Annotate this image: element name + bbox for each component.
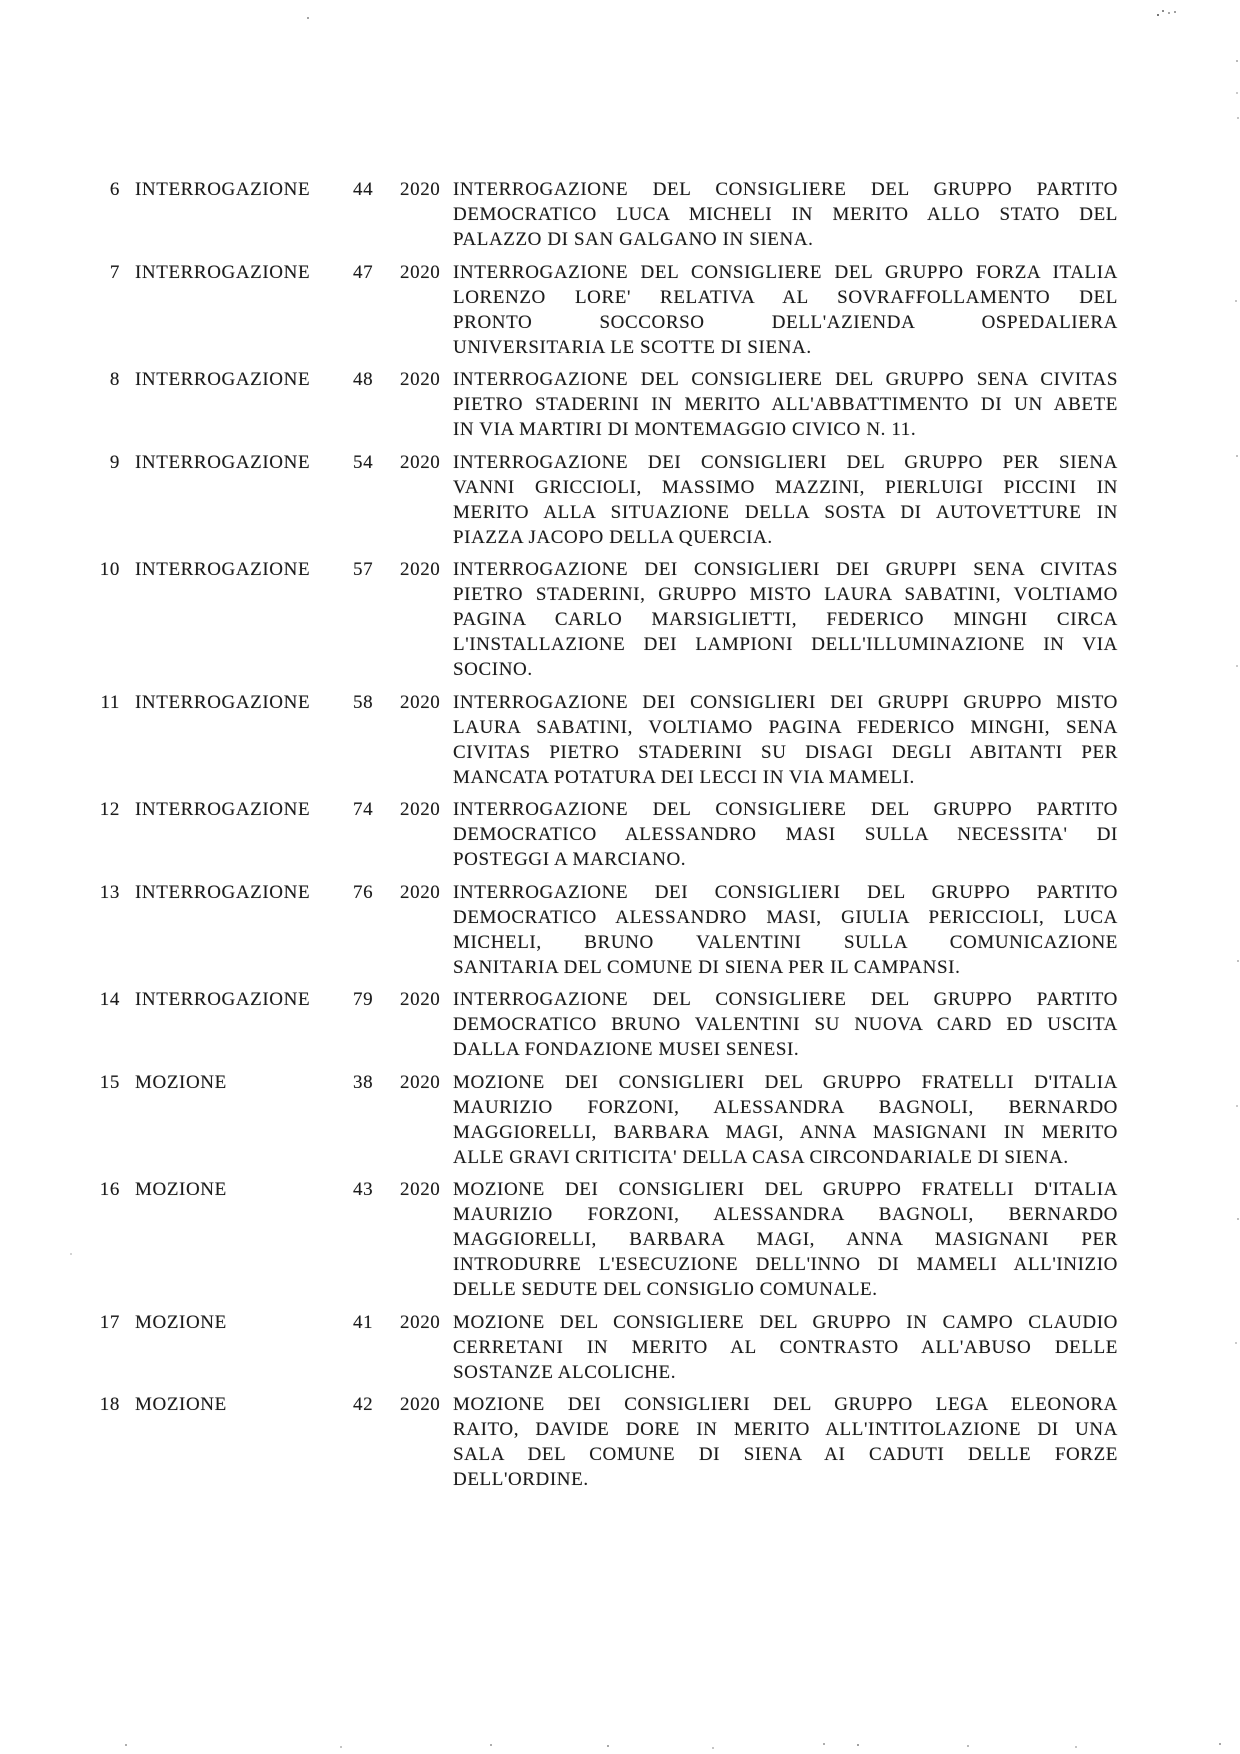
entry-year: 2020 (400, 1179, 441, 1200)
entry-number: 8 (109, 369, 120, 390)
entry-year: 2020 (400, 1311, 441, 1333)
entry-type: MOZIONE (135, 1179, 227, 1200)
entry-year: 2020 (400, 691, 441, 713)
entry-description-line: INTERROGAZIONE DEL CONSIGLIERE DEL GRUPPO PARTITO (453, 989, 1118, 1010)
entry-description (453, 690, 1118, 790)
entry-type: MOZIONE (135, 1394, 227, 1415)
entry-number: 12 (99, 799, 120, 820)
entry-description-line: DELL'ORDINE. (453, 1469, 589, 1490)
entry-doc-number: 54 (353, 451, 374, 473)
entry-number: 6 (109, 179, 120, 200)
entry-description-line: INTERROGAZIONE DEL CONSIGLIERE DEL GRUPPO FORZA ITALIA (453, 261, 1118, 283)
entry-doc-number: 43 (353, 1179, 374, 1200)
agenda-entry (85, 450, 1118, 550)
entry-year: 2020 (400, 1071, 441, 1093)
entry-description-line: DEMOCRATICO ALESSANDRO MASI SULLA NECESSITA' DI (453, 824, 1118, 845)
entry-description-line: LAURA SABATINI, VOLTIAMO PAGINA FEDERICO MINGHI, SENA (453, 716, 1118, 738)
entry-type: INTERROGAZIONE (135, 261, 311, 283)
entry-number: 16 (99, 1179, 120, 1200)
agenda-entry (85, 1310, 1118, 1385)
entry-doc-number: 41 (353, 1311, 374, 1333)
entry-description-line: INTERROGAZIONE DEI CONSIGLIERI DEL GRUPPO PER SIENA (453, 451, 1118, 473)
entry-description-line: DEMOCRATICO BRUNO VALENTINI SU NUOVA CARD ED USCITA (453, 1014, 1118, 1035)
entry-description (453, 1177, 1118, 1302)
entry-doc-number: 79 (353, 989, 374, 1010)
entry-description-line: MAGGIORELLI, BARBARA MAGI, ANNA MASIGNANI IN MERITO (453, 1121, 1118, 1143)
entry-description-line: INTERROGAZIONE DEI CONSIGLIERI DEI GRUPPI SENA CIVITAS (453, 559, 1118, 580)
entry-type: INTERROGAZIONE (135, 179, 311, 200)
entry-doc-number: 57 (353, 559, 374, 580)
entry-description-line: MOZIONE DEI CONSIGLIERI DEL GRUPPO FRATELLI D'ITALIA (453, 1071, 1118, 1093)
entry-description-line: INTERROGAZIONE DEL CONSIGLIERE DEL GRUPPO PARTITO (453, 179, 1118, 200)
entry-description (453, 367, 1118, 442)
entry-year: 2020 (400, 799, 441, 820)
entry-description-line: DEMOCRATICO ALESSANDRO MASI, GIULIA PERICCIOLI, LUCA (453, 906, 1118, 928)
entry-doc-number: 38 (353, 1071, 374, 1093)
entry-description (453, 177, 1118, 252)
entry-description-line: SOSTANZE ALCOLICHE. (453, 1361, 677, 1383)
entry-description-line: INTRODURRE L'ESECUZIONE DELL'INNO DI MAMELI ALL'INIZIO (453, 1254, 1118, 1275)
entry-type: INTERROGAZIONE (135, 691, 311, 713)
entry-description-line: VANNI GRICCIOLI, MASSIMO MAZZINI, PIERLUIGI PICCINI IN (453, 476, 1118, 498)
entry-description-line: MOZIONE DEI CONSIGLIERI DEL GRUPPO LEGA ELEONORA (453, 1394, 1118, 1415)
entry-number: 11 (100, 691, 120, 713)
entry-description-line: UNIVERSITARIA LE SCOTTE DI SIENA. (453, 336, 812, 358)
entry-description-line: INTERROGAZIONE DEL CONSIGLIERE DEL GRUPPO SENA CIVITAS (453, 369, 1118, 390)
entry-description-line: RAITO, DAVIDE DORE IN MERITO ALL'INTITOLAZIONE DI UNA (453, 1419, 1118, 1440)
agenda-entry (85, 367, 1118, 442)
entry-doc-number: 44 (353, 179, 374, 200)
entry-description-line: DELLE SEDUTE DEL CONSIGLIO COMUNALE. (453, 1279, 878, 1300)
agenda-entry (85, 1392, 1118, 1492)
entry-type: MOZIONE (135, 1311, 227, 1333)
entry-type: INTERROGAZIONE (135, 451, 311, 473)
entry-year: 2020 (400, 369, 441, 390)
entry-year: 2020 (400, 261, 441, 283)
entry-description (453, 797, 1118, 872)
entry-description (453, 260, 1118, 360)
entry-description-line: INTERROGAZIONE DEI CONSIGLIERI DEL GRUPPO PARTITO (453, 881, 1118, 903)
entry-description (453, 557, 1118, 682)
entry-description-line: MAURIZIO FORZONI, ALESSANDRA BAGNOLI, BERNARDO (453, 1096, 1118, 1118)
entry-type: INTERROGAZIONE (135, 989, 311, 1010)
entry-doc-number: 42 (353, 1394, 374, 1415)
entry-description-line: MERITO ALLA SITUAZIONE DELLA SOSTA DI AUTOVETTURE IN (453, 501, 1118, 523)
entry-description-line: MAURIZIO FORZONI, ALESSANDRA BAGNOLI, BERNARDO (453, 1204, 1118, 1225)
entry-description-line: MOZIONE DEL CONSIGLIERE DEL GRUPPO IN CAMPO CLAUDIO (453, 1311, 1118, 1333)
entry-type: MOZIONE (135, 1071, 227, 1093)
entry-description (453, 880, 1118, 980)
entry-description-line: INTERROGAZIONE DEL CONSIGLIERE DEL GRUPPO PARTITO (453, 799, 1118, 820)
entries-list (85, 177, 1118, 1500)
agenda-entry (85, 880, 1118, 980)
entry-year: 2020 (400, 989, 441, 1010)
entry-type: INTERROGAZIONE (135, 369, 311, 390)
agenda-entry (85, 1177, 1118, 1302)
entry-description-line: L'INSTALLAZIONE DEI LAMPIONI DELL'ILLUMINAZIONE IN VIA (453, 634, 1118, 655)
entry-doc-number: 76 (353, 881, 374, 903)
entry-number: 14 (99, 989, 120, 1010)
entry-description-line: SOCINO. (453, 659, 533, 680)
entry-year: 2020 (400, 451, 441, 473)
entry-description-line: INTERROGAZIONE DEI CONSIGLIERI DEI GRUPPI GRUPPO MISTO (453, 691, 1118, 713)
entry-number: 10 (99, 559, 120, 580)
agenda-entry (85, 177, 1118, 252)
entry-description-line: IN VIA MARTIRI DI MONTEMAGGIO CIVICO N. 11. (453, 419, 917, 440)
entry-description (453, 450, 1118, 550)
agenda-entry (85, 1070, 1118, 1170)
entry-description-line: CERRETANI IN MERITO AL CONTRASTO ALL'ABUSO DELLE (453, 1336, 1118, 1358)
entry-description-line: PIETRO STADERINI, GRUPPO MISTO LAURA SABATINI, VOLTIAMO (453, 584, 1118, 605)
entry-doc-number: 48 (353, 369, 374, 390)
entry-description-line: MAGGIORELLI, BARBARA MAGI, ANNA MASIGNANI PER (453, 1229, 1118, 1250)
entry-description-line: PAGINA CARLO MARSIGLIETTI, FEDERICO MINGHI CIRCA (453, 609, 1118, 630)
entry-description-line: MOZIONE DEI CONSIGLIERI DEL GRUPPO FRATELLI D'ITALIA (453, 1179, 1118, 1200)
entry-number: 17 (99, 1311, 120, 1333)
entry-description (453, 1310, 1118, 1385)
entry-description (453, 1070, 1118, 1170)
agenda-entry (85, 557, 1118, 682)
entry-doc-number: 47 (353, 261, 374, 283)
entry-year: 2020 (400, 559, 441, 580)
entry-year: 2020 (400, 1394, 441, 1415)
entry-number: 15 (99, 1071, 120, 1093)
entry-description-line: ALLE GRAVI CRITICITA' DELLA CASA CIRCONDARIALE DI SIENA. (453, 1146, 1069, 1168)
entry-description (453, 1392, 1118, 1492)
entry-description-line: MANCATA POTATURA DEI LECCI IN VIA MAMELI. (453, 766, 915, 788)
entry-number: 18 (99, 1394, 120, 1415)
entry-type: INTERROGAZIONE (135, 881, 311, 903)
entry-doc-number: 74 (353, 799, 374, 820)
entry-number: 9 (109, 451, 120, 473)
entry-description-line: SALA DEL COMUNE DI SIENA AI CADUTI DELLE FORZE (453, 1444, 1118, 1465)
entry-description-line: LORENZO LORE' RELATIVA AL SOVRAFFOLLAMENTO DEL (453, 286, 1118, 308)
entry-doc-number: 58 (353, 691, 374, 713)
entry-description-line: MICHELI, BRUNO VALENTINI SULLA COMUNICAZIONE (453, 931, 1118, 953)
entry-number: 13 (99, 881, 120, 903)
entry-year: 2020 (400, 179, 441, 200)
entry-description-line: POSTEGGI A MARCIANO. (453, 849, 687, 870)
entry-year: 2020 (400, 881, 441, 903)
entry-description-line: PALAZZO DI SAN GALGANO IN SIENA. (453, 229, 814, 250)
entry-number: 7 (109, 261, 120, 283)
entry-description (453, 987, 1118, 1062)
entry-type: INTERROGAZIONE (135, 799, 311, 820)
scan-artifacts (0, 0, 2, 2)
agenda-entry (85, 260, 1118, 360)
entry-description-line: DEMOCRATICO LUCA MICHELI IN MERITO ALLO STATO DEL (453, 204, 1118, 225)
entry-description-line: PRONTO SOCCORSO DELL'AZIENDA OSPEDALIERA (453, 311, 1118, 333)
entry-description-line: SANITARIA DEL COMUNE DI SIENA PER IL CAMPANSI. (453, 956, 961, 978)
entry-description-line: CIVITAS PIETRO STADERINI SU DISAGI DEGLI ABITANTI PER (453, 741, 1118, 763)
entry-description-line: PIAZZA JACOPO DELLA QUERCIA. (453, 526, 773, 548)
agenda-entry (85, 987, 1118, 1062)
agenda-entry (85, 690, 1118, 790)
entry-description-line: DALLA FONDAZIONE MUSEI SENESI. (453, 1039, 800, 1060)
entry-description-line: PIETRO STADERINI IN MERITO ALL'ABBATTIMENTO DI UN ABETE (453, 394, 1118, 415)
agenda-entry (85, 797, 1118, 872)
entry-type: INTERROGAZIONE (135, 559, 311, 580)
